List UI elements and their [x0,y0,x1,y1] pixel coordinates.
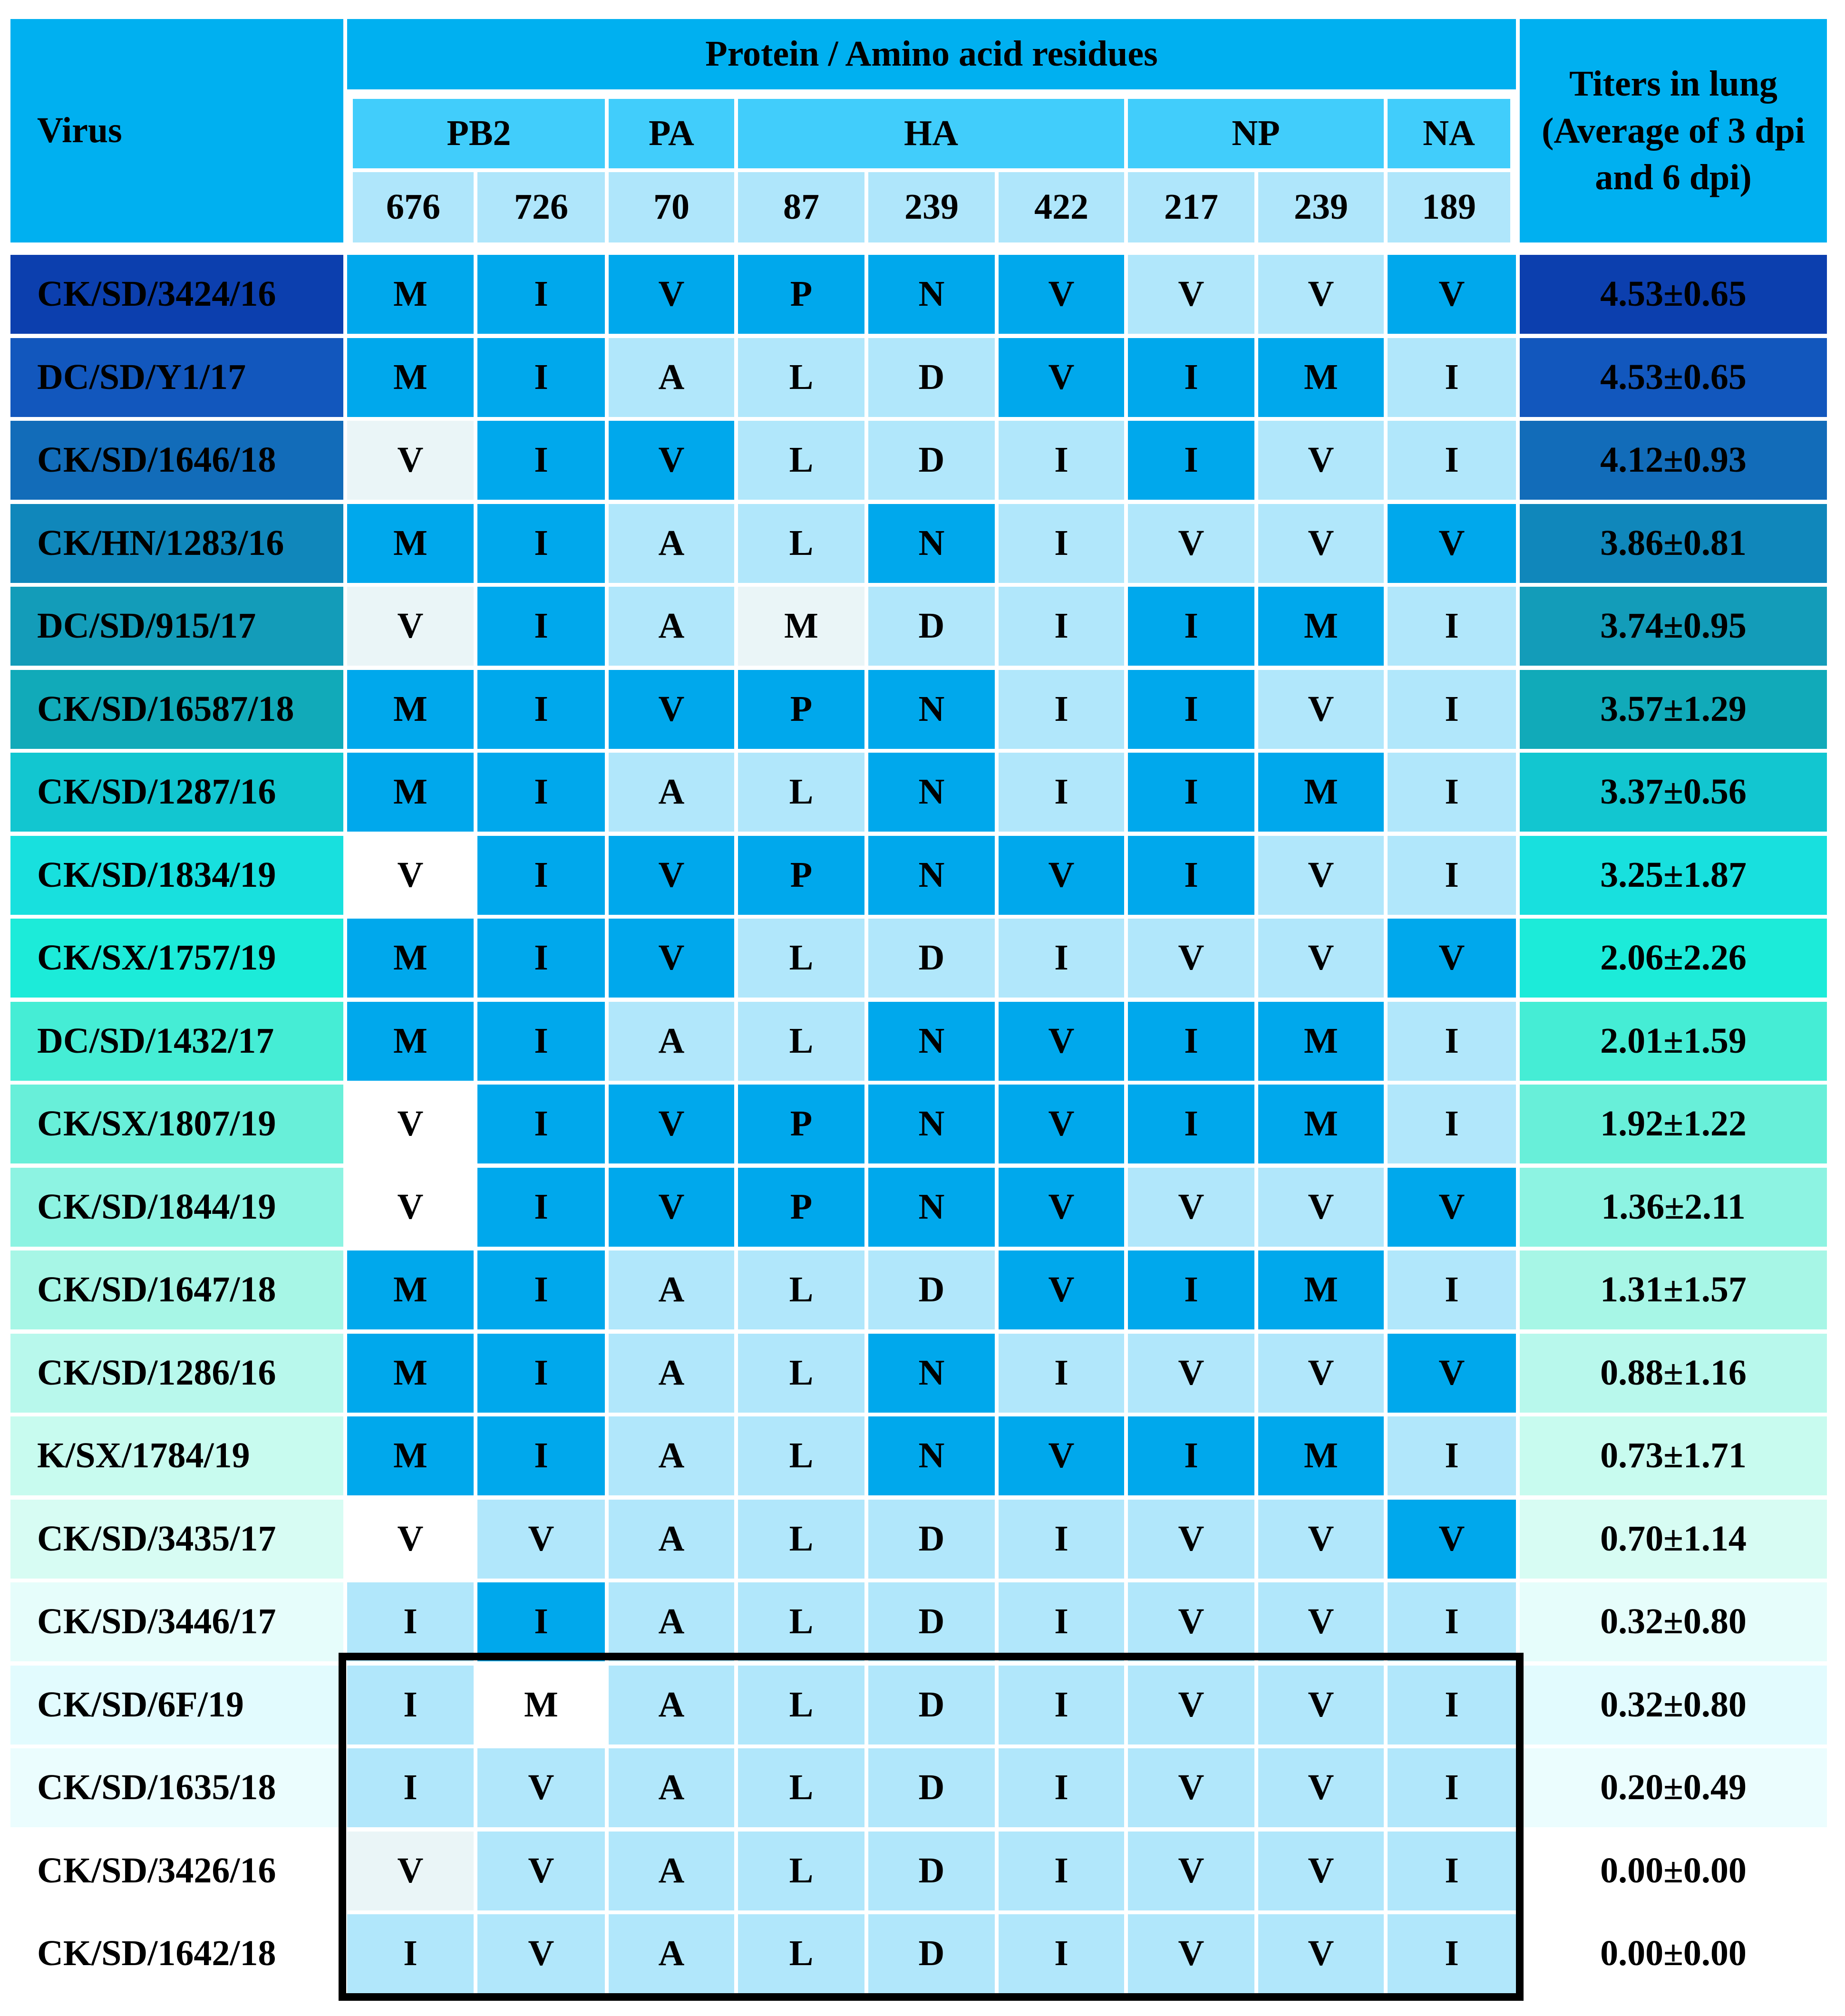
residue-cell: V [1258,421,1384,500]
position-676: 676 [353,172,474,242]
virus-name: DC/SD/915/17 [10,587,343,666]
residue-cell: L [738,1832,864,1910]
residue-cell: V [999,1002,1124,1081]
protein-pa: PA [609,99,734,168]
residue-cell: A [609,753,734,832]
residue-cell: V [1388,1334,1516,1413]
residue-cell: P [738,255,864,334]
residue-cell: L [738,1500,864,1579]
residue-cell: D [868,1748,995,1827]
residue-cell: D [868,1914,995,1993]
residue-cell: D [868,1582,995,1661]
residue-cell: N [868,670,995,749]
residue-cell: V [1258,1832,1384,1910]
titer-value: 0.88±1.16 [1520,1334,1827,1413]
residue-cell: V [1128,1500,1254,1579]
virus-name: DC/SD/1432/17 [10,1002,343,1081]
residue-cell: I [477,753,605,832]
residue-cell: N [868,1168,995,1247]
residue-cell: V [1128,919,1254,998]
virus-name: DC/SD/Y1/17 [10,338,343,417]
protein-na: NA [1388,99,1510,168]
residue-cell: I [999,587,1124,666]
residue-cell: P [738,1168,864,1247]
residue-cell: A [609,1832,734,1910]
residue-cell: I [477,836,605,915]
virus-name: CK/SD/1287/16 [10,753,343,832]
residue-cell: V [1258,919,1384,998]
residue-cell: I [1388,1666,1516,1745]
virus-name: CK/SD/3446/17 [10,1582,343,1661]
residue-cell: D [868,1666,995,1745]
titer-value: 1.92±1.22 [1520,1085,1827,1163]
residue-cell: V [1128,1334,1254,1413]
residue-cell: P [738,670,864,749]
residue-cell: I [1388,1582,1516,1661]
titer-value: 3.25±1.87 [1520,836,1827,915]
residue-cell: I [477,421,605,500]
residue-cell: I [1388,1914,1516,1993]
residue-cell: I [1128,1085,1254,1163]
virus-name: CK/SD/3426/16 [10,1832,343,1910]
residue-cell: V [1128,504,1254,583]
titer-header: Titers in lung (Average of 3 dpi and 6 dpi) [1520,19,1827,242]
virus-name: CK/SD/1635/18 [10,1748,343,1827]
residue-cell: I [999,504,1124,583]
residue-cell: V [477,1748,605,1827]
residue-cell: I [1128,421,1254,500]
residue-cell: I [1388,1748,1516,1827]
residue-cell: L [738,1748,864,1827]
residue-cell: V [999,1416,1124,1495]
protein-group-header: Protein / Amino acid residues [347,19,1516,89]
residue-cell: I [1128,753,1254,832]
residue-cell: N [868,255,995,334]
residue-cell: L [738,504,864,583]
residue-cell: A [609,1666,734,1745]
residue-cell: V [347,1168,474,1247]
position-87: 87 [738,172,864,242]
residue-cell: V [1128,1914,1254,1993]
residue-cell: I [1388,1832,1516,1910]
residue-cell: N [868,836,995,915]
virus-name: CK/SD/3435/17 [10,1500,343,1579]
residue-cell: V [477,1500,605,1579]
virus-name: CK/SD/1642/18 [10,1914,343,1993]
titer-value: 0.32±0.80 [1520,1666,1827,1745]
residue-cell: I [477,338,605,417]
position-217: 217 [1128,172,1254,242]
residue-cell: N [868,1085,995,1163]
residue-cell: A [609,1748,734,1827]
residue-cell: V [1128,1666,1254,1745]
residue-cell: I [999,919,1124,998]
residue-cell: I [1128,1250,1254,1329]
residue-cell: P [738,1085,864,1163]
residue-cell: V [609,670,734,749]
residue-cell: V [1388,1168,1516,1247]
residue-cell: A [609,587,734,666]
residue-cell: M [347,1416,474,1495]
residue-cell: L [738,1002,864,1081]
virus-name: CK/SX/1757/19 [10,919,343,998]
residue-cell: V [1258,1748,1384,1827]
residue-cell: I [1128,587,1254,666]
titer-value: 0.00±0.00 [1520,1914,1827,1993]
residue-cell: I [1388,1250,1516,1329]
residue-cell: M [347,919,474,998]
residue-cell: V [1388,919,1516,998]
residue-cell: I [477,504,605,583]
residue-cell: I [999,670,1124,749]
residue-cell: I [999,1914,1124,1993]
residue-cell: D [868,1500,995,1579]
residue-cell: I [1388,421,1516,500]
residue-cell: M [347,504,474,583]
residue-cell: D [868,1250,995,1329]
residue-cell: I [999,1748,1124,1827]
residue-cell: A [609,1334,734,1413]
residue-cell: A [609,504,734,583]
titer-value: 2.06±2.26 [1520,919,1827,998]
virus-name: CK/SD/1844/19 [10,1168,343,1247]
residue-cell: V [1128,1582,1254,1661]
protein-pb2: PB2 [353,99,605,168]
residue-cell: V [1128,1168,1254,1247]
residue-cell: D [868,919,995,998]
residue-cell: I [1128,1002,1254,1081]
residue-cell: V [999,338,1124,417]
residue-cell: A [609,1250,734,1329]
titer-value: 0.73±1.71 [1520,1416,1827,1495]
residue-cell: D [868,587,995,666]
residue-cell: M [1258,587,1384,666]
residue-cell: L [738,1334,864,1413]
residue-cell: N [868,753,995,832]
residue-cell: L [738,753,864,832]
residue-cell: V [347,1832,474,1910]
titer-value: 4.12±0.93 [1520,421,1827,500]
residue-cell: D [868,338,995,417]
residue-cell: V [347,836,474,915]
residue-cell: L [738,1582,864,1661]
residue-cell: I [1388,338,1516,417]
virus-name: CK/SD/1834/19 [10,836,343,915]
virus-name: CK/SD/1286/16 [10,1334,343,1413]
residue-cell: V [347,1500,474,1579]
residue-cell: N [868,1334,995,1413]
residue-cell: V [999,255,1124,334]
residue-cell: M [477,1666,605,1745]
residue-cell: I [477,255,605,334]
residue-cell: L [738,421,864,500]
residue-cell: I [347,1748,474,1827]
residue-cell: A [609,1582,734,1661]
residue-cell: M [347,1250,474,1329]
residue-cell: V [1258,1168,1384,1247]
residue-cell: I [1388,753,1516,832]
residue-cell: I [477,919,605,998]
residue-cell: D [868,421,995,500]
residue-cell: I [477,1334,605,1413]
residue-cell: V [1258,255,1384,334]
residue-cell: M [1258,753,1384,832]
residue-cell: I [1388,1002,1516,1081]
residue-cell: D [868,1832,995,1910]
titer-value: 1.36±2.11 [1520,1168,1827,1247]
residue-cell: M [347,753,474,832]
residue-cell: P [738,836,864,915]
titer-value: 4.53±0.65 [1520,255,1827,334]
residue-cell: V [347,421,474,500]
residue-cell: V [1388,255,1516,334]
residue-cell: I [1388,587,1516,666]
residue-cell: I [347,1666,474,1745]
virus-name: CK/HN/1283/16 [10,504,343,583]
residue-cell: I [1388,1085,1516,1163]
residue-cell: V [999,1085,1124,1163]
residue-cell: N [868,1416,995,1495]
residue-cell: I [999,421,1124,500]
residue-cell: I [999,1832,1124,1910]
residue-cell: V [1128,255,1254,334]
residue-cell: V [1128,1748,1254,1827]
residue-cell: V [1258,836,1384,915]
residue-cell: I [1388,1416,1516,1495]
residue-cell: N [868,1002,995,1081]
residue-cell: V [609,1085,734,1163]
virus-name: CK/SD/1646/18 [10,421,343,500]
residue-cell: V [609,1168,734,1247]
residue-cell: I [999,1582,1124,1661]
virus-name: CK/SD/6F/19 [10,1666,343,1745]
residue-cell: V [1258,1582,1384,1661]
titer-value: 3.57±1.29 [1520,670,1827,749]
residue-cell: V [999,1168,1124,1247]
residue-cell: V [1388,504,1516,583]
residue-cell: I [347,1914,474,1993]
residue-cell: M [347,255,474,334]
residue-cell: M [1258,1416,1384,1495]
residue-cell: M [347,1002,474,1081]
virus-name: CK/SX/1807/19 [10,1085,343,1163]
position-422: 422 [999,172,1124,242]
residue-cell: V [477,1832,605,1910]
residue-cell: V [1388,1500,1516,1579]
residue-cell: V [609,421,734,500]
residue-cell: I [1388,670,1516,749]
residue-cell: V [609,919,734,998]
residue-cell: L [738,338,864,417]
virus-header: Virus [10,19,343,242]
residue-cell: I [477,1168,605,1247]
residue-cell: I [999,1500,1124,1579]
protein-np: NP [1128,99,1384,168]
residue-cell: V [999,836,1124,915]
titer-value: 0.20±0.49 [1520,1748,1827,1827]
residue-cell: I [347,1582,474,1661]
residue-cell: M [1258,1002,1384,1081]
residue-cell: A [609,1500,734,1579]
residue-cell: V [1258,1914,1384,1993]
residue-cell: I [999,753,1124,832]
residue-cell: A [609,338,734,417]
residue-cell: V [477,1914,605,1993]
position-70: 70 [609,172,734,242]
residue-cell: I [477,1002,605,1081]
titer-value: 1.31±1.57 [1520,1250,1827,1329]
residue-cell: M [1258,1250,1384,1329]
virus-name: CK/SD/1647/18 [10,1250,343,1329]
residue-cell: V [1258,1334,1384,1413]
residue-cell: M [738,587,864,666]
titer-value: 0.32±0.80 [1520,1582,1827,1661]
position-239: 239 [1258,172,1384,242]
residue-cell: L [738,919,864,998]
residue-cell: L [738,1914,864,1993]
residue-cell: A [609,1914,734,1993]
residue-cell: M [1258,338,1384,417]
titer-value: 2.01±1.59 [1520,1002,1827,1081]
residue-cell: M [1258,1085,1384,1163]
residue-cell: V [1258,670,1384,749]
residue-cell: I [1128,338,1254,417]
residue-cell: I [477,1250,605,1329]
residue-cell: V [609,255,734,334]
residue-cell: A [609,1002,734,1081]
residue-cell: I [1128,836,1254,915]
titer-value: 0.70±1.14 [1520,1500,1827,1579]
residue-cell: I [999,1334,1124,1413]
residue-cell: N [868,504,995,583]
residue-cell: I [477,1582,605,1661]
residue-cell: I [1388,836,1516,915]
residue-cell: I [477,670,605,749]
virus-name: K/SX/1784/19 [10,1416,343,1495]
position-189: 189 [1388,172,1510,242]
residue-cell: I [477,1085,605,1163]
residue-cell: V [999,1250,1124,1329]
residue-cell: M [347,1334,474,1413]
residue-cell: I [999,1666,1124,1745]
titer-value: 4.53±0.65 [1520,338,1827,417]
residue-cell: V [1128,1832,1254,1910]
residue-cell: L [738,1250,864,1329]
residue-cell: V [1258,1500,1384,1579]
residue-cell: I [477,587,605,666]
residue-cell: L [738,1666,864,1745]
titer-value: 3.86±0.81 [1520,504,1827,583]
residue-cell: M [347,670,474,749]
position-239: 239 [868,172,995,242]
titer-value: 3.37±0.56 [1520,753,1827,832]
residue-cell: V [347,1085,474,1163]
residue-cell: I [477,1416,605,1495]
residue-cell: I [1128,1416,1254,1495]
residue-cell: V [347,587,474,666]
virus-name: CK/SD/3424/16 [10,255,343,334]
residue-cell: V [609,836,734,915]
residue-cell: V [1258,1666,1384,1745]
virus-name: CK/SD/16587/18 [10,670,343,749]
residue-cell: M [347,338,474,417]
position-726: 726 [477,172,605,242]
protein-ha: HA [738,99,1124,168]
titer-value: 0.00±0.00 [1520,1832,1827,1910]
titer-value: 3.74±0.95 [1520,587,1827,666]
residue-cell: I [1128,670,1254,749]
residue-cell: L [738,1416,864,1495]
residue-cell: A [609,1416,734,1495]
residue-cell: V [1258,504,1384,583]
